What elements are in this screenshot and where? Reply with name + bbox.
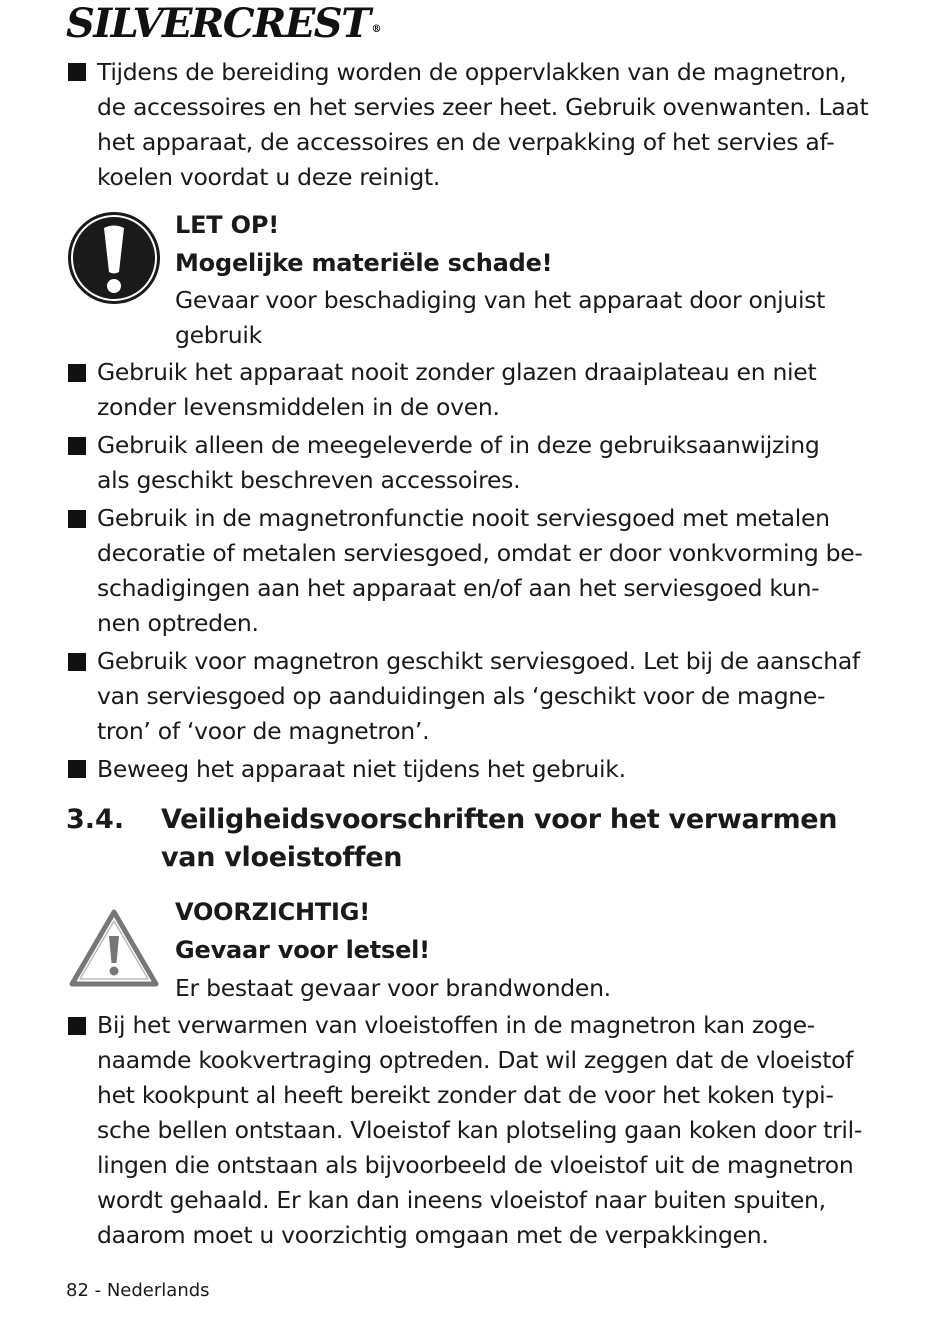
bullet-paragraph	[97, 355, 887, 425]
text-line: nen optreden.	[97, 609, 259, 637]
bullet-square	[68, 1017, 86, 1035]
text-line: naamde kookvertraging optreden. Dat wil zeggen dat de vloeistof	[97, 1046, 854, 1074]
text-line: Gebruik voor magnetron geschikt serviesgoed. Let bij de aanschaf	[97, 647, 860, 675]
exclamation-circle-icon	[66, 210, 162, 306]
notice-subtitle: Mogelijke materiële schade!	[175, 249, 553, 277]
section-title-line: van vloeistoffen	[161, 842, 403, 873]
text-line: koelen voordat u deze reinigt.	[97, 163, 441, 191]
text-line: Gebruik alleen de meegeleverde of in deze gebruiksaanwijzing	[97, 431, 820, 459]
section-number: 3.4.	[66, 804, 125, 835]
text-line: tron’ of ‘voor de magnetron’.	[97, 717, 430, 745]
text-line: schadigingen aan het apparaat en/of aan het serviesgoed kun-	[97, 574, 820, 602]
bullet-square	[68, 437, 86, 455]
section-title	[161, 801, 837, 877]
bullet-square	[68, 510, 86, 528]
warning-triangle-icon	[68, 908, 160, 988]
text-line: de accessoires en het servies zeer heet. Gebruik ovenwanten. Laat	[97, 93, 869, 121]
bullet-paragraph	[97, 428, 887, 498]
text-line: daarom moet u voorzichtig omgaan met de verpakkingen.	[97, 1221, 769, 1249]
notice-text	[175, 283, 825, 353]
text-line: Bij het verwarmen van vloeistoffen in de magnetron kan zoge-	[97, 1011, 815, 1039]
registered-mark: ®	[371, 24, 380, 35]
bullet-paragraph	[97, 644, 887, 749]
text-line: als geschikt beschreven accessoires.	[97, 466, 521, 494]
text-line: zonder levensmiddelen in de oven.	[97, 393, 500, 421]
text-line: het apparaat, de accessoires en de verpakking of het servies af-	[97, 128, 835, 156]
text-line: decoratie of metalen serviesgoed, omdat er door vonkvorming be-	[97, 539, 863, 567]
text-line: Beweeg het apparaat niet tijdens het gebruik.	[97, 755, 626, 783]
text-line: Gebruik in de magnetronfunctie nooit serviesgoed met metalen	[97, 504, 830, 532]
bullet-paragraph	[97, 501, 887, 641]
brand-logo-text: SILVERCREST	[66, 0, 370, 47]
page-footer: 82 - Nederlands	[66, 1280, 210, 1301]
text-line: het kookpunt al heeft bereikt zonder dat de voor het koken typi-	[97, 1081, 834, 1109]
caution-text: Er bestaat gevaar voor brandwonden.	[175, 974, 611, 1002]
bullet-square	[68, 63, 86, 81]
caution-title: VOORZICHTIG!	[175, 898, 371, 926]
bullet-square	[68, 760, 86, 778]
text-line: wordt gehaald. Er kan dan ineens vloeistof naar buiten spuiten,	[97, 1186, 826, 1214]
text-line: van serviesgoed op aanduidingen als ‘geschikt voor de magne-	[97, 682, 826, 710]
bullet-square	[68, 364, 86, 382]
text-line: sche bellen ontstaan. Vloeistof kan plotseling gaan koken door tril-	[97, 1116, 863, 1144]
text-line: Gebruik het apparaat nooit zonder glazen draaiplateau en niet	[97, 358, 817, 386]
brand-logo	[66, 2, 378, 46]
text-line: Gevaar voor beschadiging van het apparaat door onjuist	[175, 286, 826, 314]
intro-paragraph	[97, 55, 887, 195]
bullet-paragraph	[97, 1008, 887, 1253]
bullet-paragraph	[97, 752, 887, 787]
bullet-square	[68, 653, 86, 671]
text-line: lingen die ontstaan als bijvoorbeeld de vloeistof uit de magnetron	[97, 1151, 854, 1179]
caution-subtitle: Gevaar voor letsel!	[175, 936, 430, 964]
notice-title: LET OP!	[175, 211, 279, 239]
text-line: gebruik	[175, 321, 262, 349]
text-line: Tijdens de bereiding worden de oppervlakken van de magnetron,	[97, 58, 847, 86]
section-title-line: Veiligheidsvoorschriften voor het verwarmen	[161, 804, 838, 835]
